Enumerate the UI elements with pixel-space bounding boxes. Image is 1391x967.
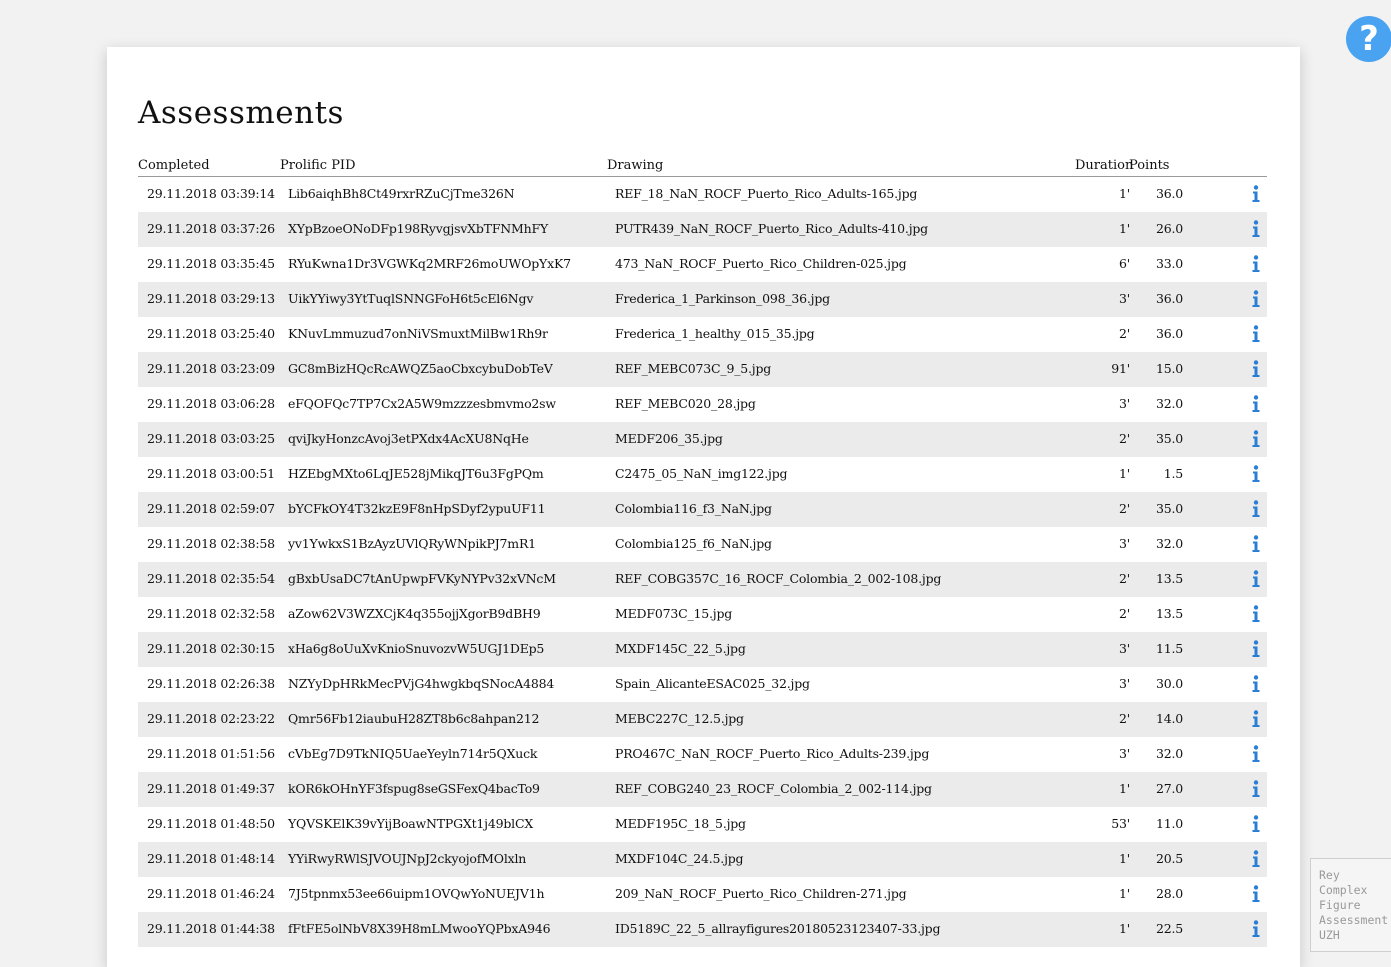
drawing-filename-cell: Spain_AlicanteESAC025_32.jpg	[615, 676, 810, 691]
table-row[interactable]	[138, 632, 1267, 667]
duration-cell: 3'	[1119, 291, 1130, 306]
prolific-pid-cell: UikYYiwy3YtTuqlSNNGFoH6t5cEl6Ngv	[288, 291, 534, 306]
table-row[interactable]	[138, 807, 1267, 842]
column-header-completed[interactable]: Completed	[138, 158, 210, 173]
assessments-table	[138, 158, 1267, 947]
completed-cell: 29.11.2018 03:29:13	[147, 291, 275, 306]
prolific-pid-cell: kOR6kOHnYF3fspug8seGSFexQ4bacTo9	[288, 781, 540, 796]
info-icon[interactable]	[1251, 220, 1261, 238]
duration-cell: 6'	[1119, 256, 1130, 271]
points-cell: 26.0	[1155, 221, 1183, 236]
table-row[interactable]	[138, 387, 1267, 422]
prolific-pid-cell: RYuKwna1Dr3VGWKq2MRF26moUWOpYxK7	[288, 256, 571, 271]
page-title: Assessments	[138, 95, 344, 131]
table-row[interactable]	[138, 317, 1267, 352]
table-row[interactable]	[138, 282, 1267, 317]
info-icon[interactable]	[1251, 290, 1261, 308]
points-cell: 11.5	[1155, 641, 1183, 656]
table-row[interactable]	[138, 527, 1267, 562]
duration-cell: 91'	[1111, 361, 1130, 376]
points-cell: 30.0	[1155, 676, 1183, 691]
footer-line: Figure	[1319, 898, 1361, 912]
prolific-pid-cell: gBxbUsaDC7tAnUpwpFVKyNYPv32xVNcM	[288, 571, 556, 586]
info-icon[interactable]	[1251, 430, 1261, 448]
column-header-points[interactable]: Points	[1129, 158, 1170, 173]
info-icon[interactable]	[1251, 570, 1261, 588]
duration-cell: 1'	[1119, 886, 1130, 901]
points-cell: 1.5	[1163, 466, 1183, 481]
drawing-filename-cell: MXDF145C_22_5.jpg	[615, 641, 746, 656]
assessments-card	[107, 47, 1300, 967]
points-cell: 15.0	[1155, 361, 1183, 376]
table-row[interactable]	[138, 702, 1267, 737]
table-body	[138, 177, 1267, 947]
completed-cell: 29.11.2018 01:46:24	[147, 886, 275, 901]
table-row[interactable]	[138, 352, 1267, 387]
drawing-filename-cell: 473_NaN_ROCF_Puerto_Rico_Children-025.jpg	[615, 256, 907, 271]
completed-cell: 29.11.2018 01:51:56	[147, 746, 275, 761]
info-icon[interactable]	[1251, 850, 1261, 868]
completed-cell: 29.11.2018 01:44:38	[147, 921, 275, 936]
footer-line: Rey	[1319, 868, 1340, 882]
duration-cell: 1'	[1119, 466, 1130, 481]
prolific-pid-cell: HZEbgMXto6LqJE528jMikqJT6u3FgPQm	[288, 466, 544, 481]
drawing-filename-cell: REF_COBG240_23_ROCF_Colombia_2_002-114.jpg	[615, 781, 932, 796]
drawing-filename-cell: PUTR439_NaN_ROCF_Puerto_Rico_Adults-410.jpg	[615, 221, 928, 236]
info-icon[interactable]	[1251, 500, 1261, 518]
duration-cell: 2'	[1119, 431, 1130, 446]
info-icon[interactable]	[1251, 185, 1261, 203]
info-icon[interactable]	[1251, 395, 1261, 413]
completed-cell: 29.11.2018 03:39:14	[147, 186, 275, 201]
points-cell: 35.0	[1155, 501, 1183, 516]
table-row[interactable]	[138, 492, 1267, 527]
points-cell: 13.5	[1155, 606, 1183, 621]
points-cell: 14.0	[1155, 711, 1183, 726]
completed-cell: 29.11.2018 01:49:37	[147, 781, 275, 796]
table-row[interactable]	[138, 877, 1267, 912]
points-cell: 36.0	[1155, 326, 1183, 341]
prolific-pid-cell: qviJkyHonzcAvoj3etPXdx4AcXU8NqHe	[288, 431, 529, 446]
duration-cell: 3'	[1119, 536, 1130, 551]
duration-cell: 2'	[1119, 326, 1130, 341]
completed-cell: 29.11.2018 02:38:58	[147, 536, 275, 551]
duration-cell: 2'	[1119, 711, 1130, 726]
points-cell: 35.0	[1155, 431, 1183, 446]
completed-cell: 29.11.2018 01:48:50	[147, 816, 275, 831]
prolific-pid-cell: KNuvLmmuzud7onNiVSmuxtMilBw1Rh9r	[288, 326, 548, 341]
completed-cell: 29.11.2018 02:30:15	[147, 641, 275, 656]
info-icon[interactable]	[1251, 640, 1261, 658]
prolific-pid-cell: NZYyDpHRkMecPVjG4hwgkbqSNocA4884	[288, 676, 555, 691]
table-row[interactable]	[138, 422, 1267, 457]
completed-cell: 29.11.2018 03:25:40	[147, 326, 275, 341]
table-row[interactable]	[138, 912, 1267, 947]
duration-cell: 1'	[1119, 221, 1130, 236]
drawing-filename-cell: ID5189C_22_5_allrayfigures20180523123407-33.jpg	[615, 921, 941, 936]
table-header	[138, 158, 1267, 177]
info-icon[interactable]	[1251, 325, 1261, 343]
column-header-drawing[interactable]: Drawing	[607, 158, 664, 173]
table-row[interactable]	[138, 212, 1267, 247]
points-cell: 13.5	[1155, 571, 1183, 586]
drawing-filename-cell: MEDF073C_15.jpg	[615, 606, 733, 621]
drawing-filename-cell: Colombia125_f6_NaN.jpg	[615, 536, 772, 551]
info-icon[interactable]	[1251, 815, 1261, 833]
prolific-pid-cell: yv1YwkxS1BzAyzUVlQRyWNpikPJ7mR1	[288, 536, 536, 551]
completed-cell: 29.11.2018 02:26:38	[147, 676, 275, 691]
drawing-filename-cell: PRO467C_NaN_ROCF_Puerto_Rico_Adults-239.jpg	[615, 746, 930, 761]
table-row[interactable]	[138, 667, 1267, 702]
drawing-filename-cell: MXDF104C_24.5.jpg	[615, 851, 744, 866]
table-row[interactable]	[138, 457, 1267, 492]
prolific-pid-cell: cVbEg7D9TkNIQ5UaeYeyln714r5QXuck	[288, 746, 538, 761]
app-footer-label	[1310, 858, 1391, 952]
prolific-pid-cell: XYpBzoeONoDFp198RyvgjsvXbTFNMhFY	[288, 221, 549, 236]
prolific-pid-cell: Qmr56Fb12iaubuH28ZT8b6c8ahpan212	[288, 711, 540, 726]
prolific-pid-cell: GC8mBizHQcRcAWQZ5aoCbxcybuDobTeV	[288, 361, 553, 376]
drawing-filename-cell: Frederica_1_Parkinson_098_36.jpg	[615, 291, 830, 306]
completed-cell: 29.11.2018 03:06:28	[147, 396, 275, 411]
completed-cell: 29.11.2018 02:23:22	[147, 711, 275, 726]
drawing-filename-cell: MEDF195C_18_5.jpg	[615, 816, 746, 831]
duration-cell: 2'	[1119, 606, 1130, 621]
table-row[interactable]	[138, 842, 1267, 877]
prolific-pid-cell: aZow62V3WZXCjK4q355ojjXgorB9dBH9	[288, 606, 541, 621]
table-row[interactable]	[138, 562, 1267, 597]
prolific-pid-cell: YQVSKElK39vYijBoawNTPGXt1j49blCX	[288, 816, 534, 831]
duration-cell: 53'	[1111, 816, 1130, 831]
points-cell: 32.0	[1155, 536, 1183, 551]
points-cell: 36.0	[1155, 291, 1183, 306]
info-icon[interactable]	[1251, 710, 1261, 728]
prolific-pid-cell: fFtFE5olNbV8X39H8mLMwooYQPbxA946	[288, 921, 551, 936]
drawing-filename-cell: REF_MEBC073C_9_5.jpg	[615, 361, 772, 376]
completed-cell: 29.11.2018 03:23:09	[147, 361, 275, 376]
drawing-filename-cell: C2475_05_NaN_img122.jpg	[615, 466, 788, 481]
duration-cell: 3'	[1119, 396, 1130, 411]
points-cell: 36.0	[1155, 186, 1183, 201]
duration-cell: 2'	[1119, 501, 1130, 516]
points-cell: 32.0	[1155, 396, 1183, 411]
info-icon[interactable]	[1251, 535, 1261, 553]
drawing-filename-cell: REF_18_NaN_ROCF_Puerto_Rico_Adults-165.jpg	[615, 186, 918, 201]
drawing-filename-cell: Frederica_1_healthy_015_35.jpg	[615, 326, 815, 341]
points-cell: 27.0	[1155, 781, 1183, 796]
footer-line: UZH	[1319, 928, 1340, 942]
table-row[interactable]	[138, 177, 1267, 212]
duration-cell: 2'	[1119, 571, 1130, 586]
completed-cell: 29.11.2018 03:37:26	[147, 221, 275, 236]
points-cell: 33.0	[1155, 256, 1183, 271]
duration-cell: 3'	[1119, 641, 1130, 656]
info-icon[interactable]	[1251, 675, 1261, 693]
duration-cell: 1'	[1119, 781, 1130, 796]
prolific-pid-cell: YYiRwyRWlSJVOUJNpJ2ckyojofMOlxln	[288, 851, 527, 866]
points-cell: 22.5	[1155, 921, 1183, 936]
help-icon[interactable]: ?	[1346, 16, 1391, 62]
duration-cell: 1'	[1119, 851, 1130, 866]
duration-cell: 1'	[1119, 921, 1130, 936]
table-row[interactable]	[138, 772, 1267, 807]
completed-cell: 29.11.2018 02:35:54	[147, 571, 275, 586]
drawing-filename-cell: REF_MEBC020_28.jpg	[615, 396, 756, 411]
drawing-filename-cell: 209_NaN_ROCF_Puerto_Rico_Children-271.jpg	[615, 886, 907, 901]
points-cell: 32.0	[1155, 746, 1183, 761]
completed-cell: 29.11.2018 02:32:58	[147, 606, 275, 621]
prolific-pid-cell: 7J5tpnmx53ee66uipm1OVQwYoNUEJV1h	[288, 886, 545, 901]
table-row[interactable]	[138, 597, 1267, 632]
table-row[interactable]	[138, 737, 1267, 772]
footer-line: Complex	[1319, 883, 1368, 897]
prolific-pid-cell: bYCFkOY4T32kzE9F8nHpSDyf2ypuUF11	[288, 501, 546, 516]
duration-cell: 3'	[1119, 676, 1130, 691]
completed-cell: 29.11.2018 01:48:14	[147, 851, 275, 866]
drawing-filename-cell: MEBC227C_12.5.jpg	[615, 711, 744, 726]
column-header-prolific-pid[interactable]: Prolific PID	[280, 158, 356, 173]
points-cell: 28.0	[1155, 886, 1183, 901]
completed-cell: 29.11.2018 02:59:07	[147, 501, 275, 516]
prolific-pid-cell: Lib6aiqhBh8Ct49rxrRZuCjTme326N	[288, 186, 515, 201]
info-icon[interactable]	[1251, 360, 1261, 378]
duration-cell: 1'	[1119, 186, 1130, 201]
column-header-duration[interactable]: Duration	[1075, 158, 1134, 173]
completed-cell: 29.11.2018 03:35:45	[147, 256, 275, 271]
info-icon[interactable]	[1251, 885, 1261, 903]
prolific-pid-cell: xHa6g8oUuXvKnioSnuvozvW5UGJ1DEp5	[288, 641, 545, 656]
footer-line: Assessment	[1319, 913, 1389, 927]
info-icon[interactable]	[1251, 920, 1261, 938]
info-icon[interactable]	[1251, 465, 1261, 483]
completed-cell: 29.11.2018 03:03:25	[147, 431, 275, 446]
completed-cell: 29.11.2018 03:00:51	[147, 466, 275, 481]
info-icon[interactable]	[1251, 255, 1261, 273]
info-icon[interactable]	[1251, 780, 1261, 798]
table-row[interactable]	[138, 247, 1267, 282]
drawing-filename-cell: Colombia116_f3_NaN.jpg	[615, 501, 772, 516]
points-cell: 20.5	[1155, 851, 1183, 866]
info-icon[interactable]	[1251, 745, 1261, 763]
drawing-filename-cell: MEDF206_35.jpg	[615, 431, 723, 446]
info-icon[interactable]	[1251, 605, 1261, 623]
drawing-filename-cell: REF_COBG357C_16_ROCF_Colombia_2_002-108.jpg	[615, 571, 942, 586]
prolific-pid-cell: eFQOFQc7TP7Cx2A5W9mzzzesbmvmo2sw	[288, 396, 556, 411]
duration-cell: 3'	[1119, 746, 1130, 761]
points-cell: 11.0	[1155, 816, 1183, 831]
